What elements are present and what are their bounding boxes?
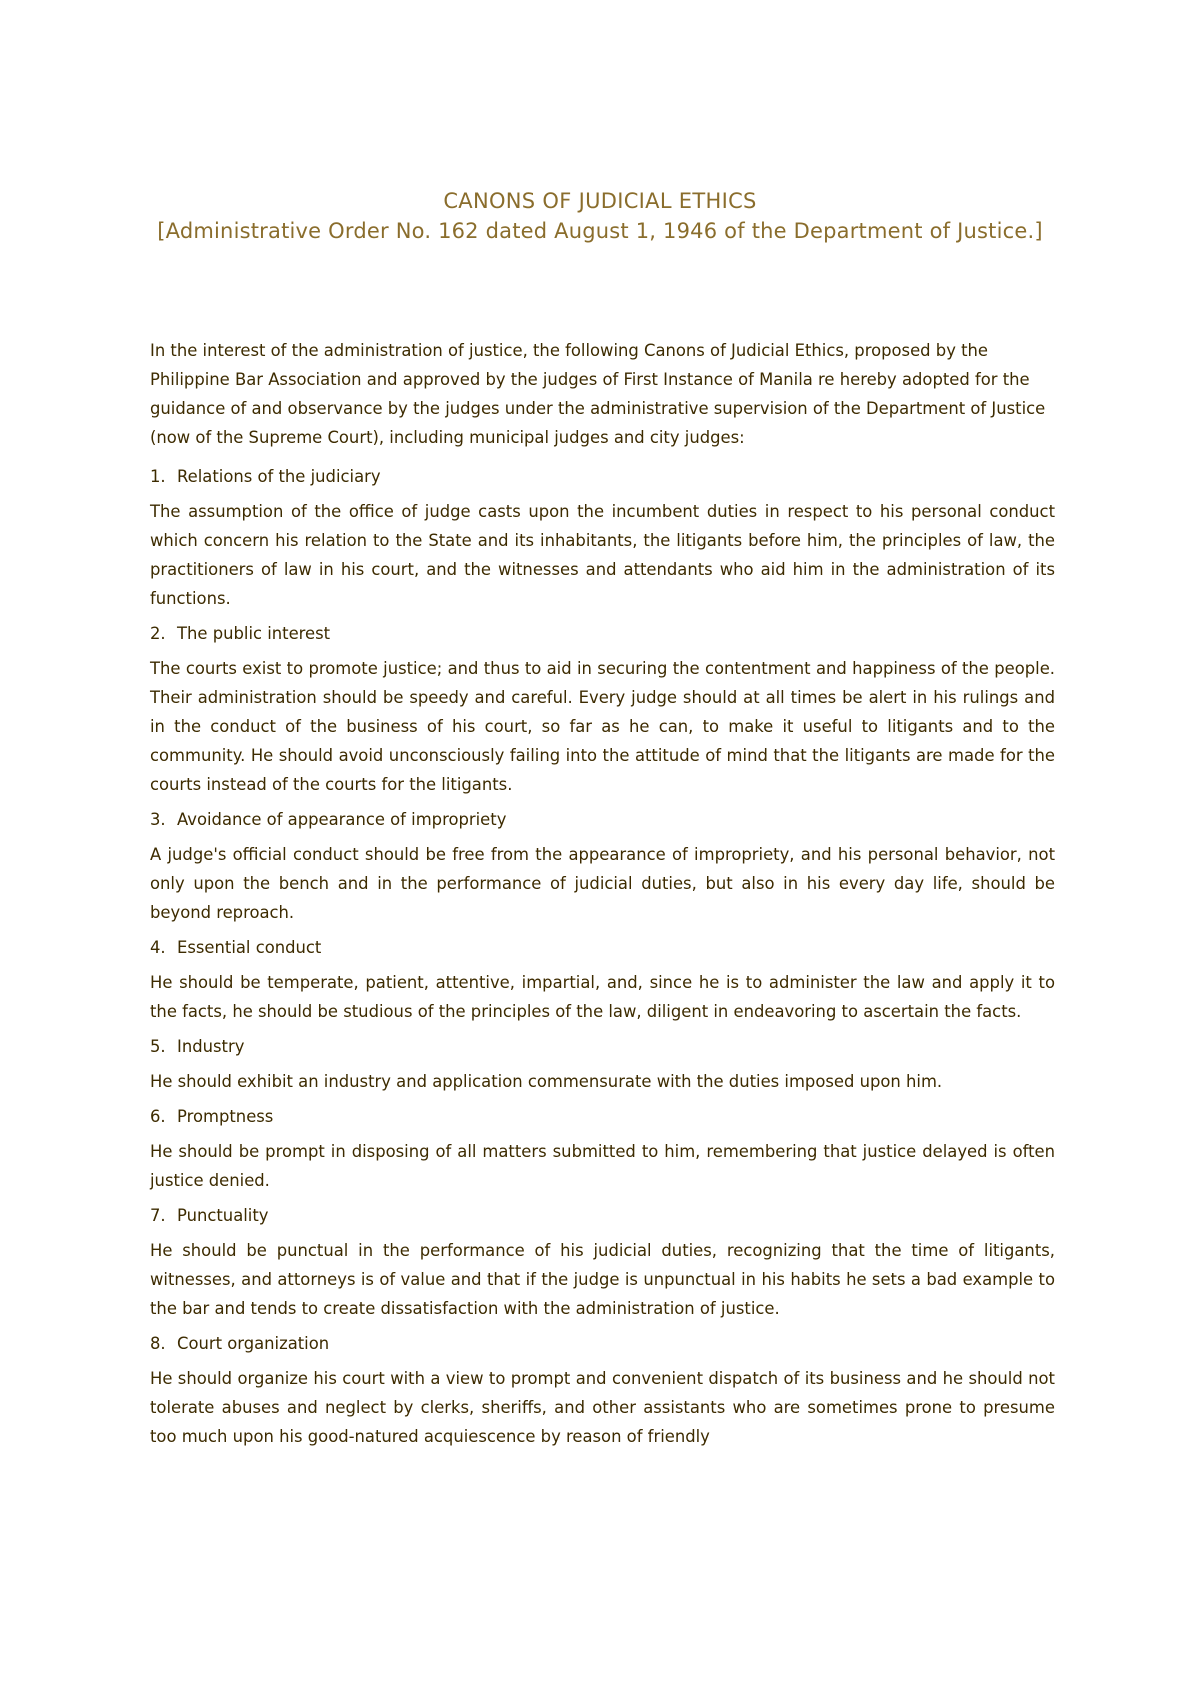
canon-heading xyxy=(150,619,1055,648)
canon-5 xyxy=(150,1032,1055,1096)
canon-4 xyxy=(150,933,1055,1026)
canon-text: He should be temperate, patient, attentive, impartial, and, since he is to administer the law and apply it to the facts, he should be studious of the principles of the law, diligent in endeavoring to ascertain the facts. xyxy=(150,973,1055,1021)
canon-title: The public interest xyxy=(177,624,331,643)
canon-heading xyxy=(150,1102,1055,1131)
canon-text: He should be punctual in the performance of his judicial duties, recognizing that the time of litigants, witnesses, and attorneys is of value and that if the judge is unpunctual in his habits he sets a bad example to the bar and tends to create dissatisfaction with the administration of justice. xyxy=(150,1241,1055,1318)
canon-3 xyxy=(150,805,1055,927)
canon-heading xyxy=(150,1201,1055,1230)
intro-paragraph: In the interest of the administration of justice, the following Canons of Judicial Ethics, proposed by the Philippine Bar Association and approved by the judges of First Instance of Manila re hereby adopted for the guidance of and observance by the judges under the administrative supervision of the Department of Justice (now of the Supreme Court), including municipal judges and city judges: xyxy=(150,341,1046,447)
canon-heading xyxy=(150,1329,1055,1358)
canon-number: 1. xyxy=(150,467,166,486)
canon-heading xyxy=(150,462,1055,491)
document-subtitle: [Administrative Order No. 162 dated August 1, 1946 of the Department of Justice.] xyxy=(157,219,1043,243)
canon-heading xyxy=(150,805,1055,834)
canon-text: He should organize his court with a view to prompt and convenient dispatch of its business and he should not tolerate abuses and neglect by clerks, sheriffs, and other assistants who are sometimes prone to presume too much upon his good-natured acquiescence by reason of friendly xyxy=(150,1369,1055,1446)
canon-text: He should be prompt in disposing of all matters submitted to him, remembering that justice delayed is often justice denied. xyxy=(150,1142,1055,1190)
canon-text: The courts exist to promote justice; and thus to aid in securing the contentment and happiness of the people. Their administration should be speedy and careful. Every judge should at all times be alert in his rulings and in the conduct of the business of his court, so far as he can, to make it useful to litigants and to the community. He should avoid unconsciously failing into the attitude of mind that the litigants are made for the courts instead of the courts for the litigants. xyxy=(150,659,1055,794)
canon-number: 5. xyxy=(150,1037,166,1056)
canon-number: 6. xyxy=(150,1107,166,1126)
canon-title: Court organization xyxy=(177,1334,330,1353)
canon-number: 3. xyxy=(150,810,166,829)
canon-title: Relations of the judiciary xyxy=(177,467,381,486)
canon-7 xyxy=(150,1201,1055,1323)
canon-number: 4. xyxy=(150,938,166,957)
canon-number: 7. xyxy=(150,1206,166,1225)
canon-1 xyxy=(150,462,1055,613)
canon-number: 8. xyxy=(150,1334,166,1353)
canon-number: 2. xyxy=(150,624,166,643)
canon-2 xyxy=(150,619,1055,799)
canon-text: A judge's official conduct should be free from the appearance of impropriety, and his personal behavior, not only upon the bench and in the performance of judicial duties, but also in his every day life, should be beyond reproach. xyxy=(150,845,1055,922)
canon-text: The assumption of the office of judge casts upon the incumbent duties in respect to his personal conduct which concern his relation to the State and its inhabitants, the litigants before him, the principles of law, the practitioners of law in his court, and the witnesses and attendants who aid him in the administration of its functions. xyxy=(150,502,1055,608)
canon-title: Industry xyxy=(177,1037,245,1056)
canon-6 xyxy=(150,1102,1055,1195)
canon-text: He should exhibit an industry and application commensurate with the duties imposed upon him. xyxy=(150,1072,943,1091)
document-header xyxy=(150,186,1050,246)
document-title: CANONS OF JUDICIAL ETHICS xyxy=(443,189,757,213)
canon-title: Promptness xyxy=(177,1107,274,1126)
canon-title: Punctuality xyxy=(177,1206,269,1225)
document-body xyxy=(150,336,1055,1457)
canon-8 xyxy=(150,1329,1055,1451)
canon-title: Essential conduct xyxy=(177,938,322,957)
canon-title: Avoidance of appearance of impropriety xyxy=(177,810,507,829)
canon-heading xyxy=(150,933,1055,962)
canon-heading xyxy=(150,1032,1055,1061)
